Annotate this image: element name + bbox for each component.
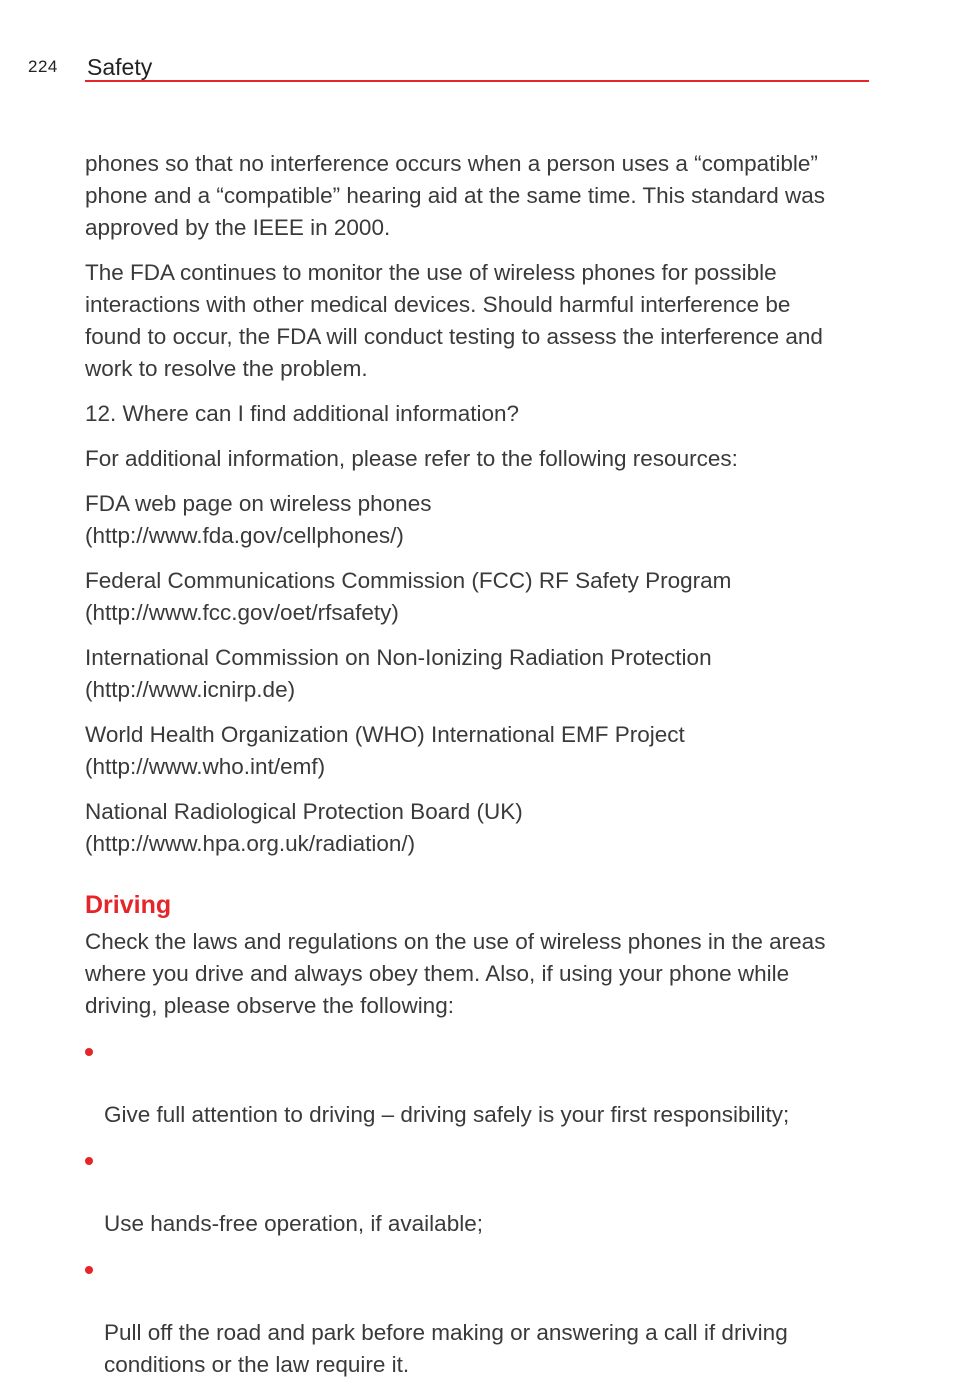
- paragraph-fda-monitoring: The FDA continues to monitor the use of wireless phones for possible interactions with other medical devices. Should harmful interference be found to occur, the FDA will conduct testing to assess the interference and work to resolve the problem.: [85, 260, 823, 381]
- list-item: [85, 1035, 875, 1131]
- driving-intro: Check the laws and regulations on the use of wireless phones in the areas where you drive and always obey them. Also, if using your phone while driving, please observe the following:: [85, 929, 826, 1018]
- paragraph-hearing-aid-standard: phones so that no interference occurs when a person uses a “compatible” phone and a “compatible” hearing aid at the same time. This standard was approved by the IEEE in 2000.: [85, 151, 826, 240]
- resource-icnirp: International Commission on Non-Ionizing Radiation Protection (http://www.icnirp.de): [85, 645, 712, 702]
- list-item-text: Use hands-free operation, if available;: [104, 1211, 483, 1236]
- list-item: [85, 1144, 875, 1240]
- resource-fda: FDA web page on wireless phones (http://www.fda.gov/cellphones/): [85, 491, 432, 548]
- header-divider: [85, 80, 869, 82]
- page-body: [85, 148, 875, 1394]
- page-number: 224: [28, 57, 58, 76]
- resource-nrpb: National Radiological Protection Board (UK) (http://www.hpa.org.uk/radiation/): [85, 799, 523, 856]
- bullet-icon: [85, 1048, 93, 1056]
- paragraph-resources-intro: For additional information, please refer to the following resources:: [85, 446, 738, 471]
- resource-who: World Health Organization (WHO) International EMF Project (http://www.who.int/emf): [85, 722, 685, 779]
- bullet-icon: [85, 1266, 93, 1274]
- driving-bullet-list: [85, 1035, 875, 1381]
- question-heading: 12. Where can I find additional information?: [85, 401, 520, 426]
- section-title: Safety: [87, 54, 153, 80]
- list-item: [85, 1253, 875, 1381]
- driving-heading: Driving: [85, 891, 172, 919]
- list-item-text: Give full attention to driving – driving safely is your first responsibility;: [104, 1102, 790, 1127]
- resource-fcc: Federal Communications Commission (FCC) RF Safety Program (http://www.fcc.gov/oet/rfsafety): [85, 568, 732, 625]
- page-header: [28, 52, 869, 84]
- bullet-icon: [85, 1157, 93, 1165]
- list-item-text: Pull off the road and park before making or answering a call if driving conditions or the law require it.: [104, 1320, 788, 1377]
